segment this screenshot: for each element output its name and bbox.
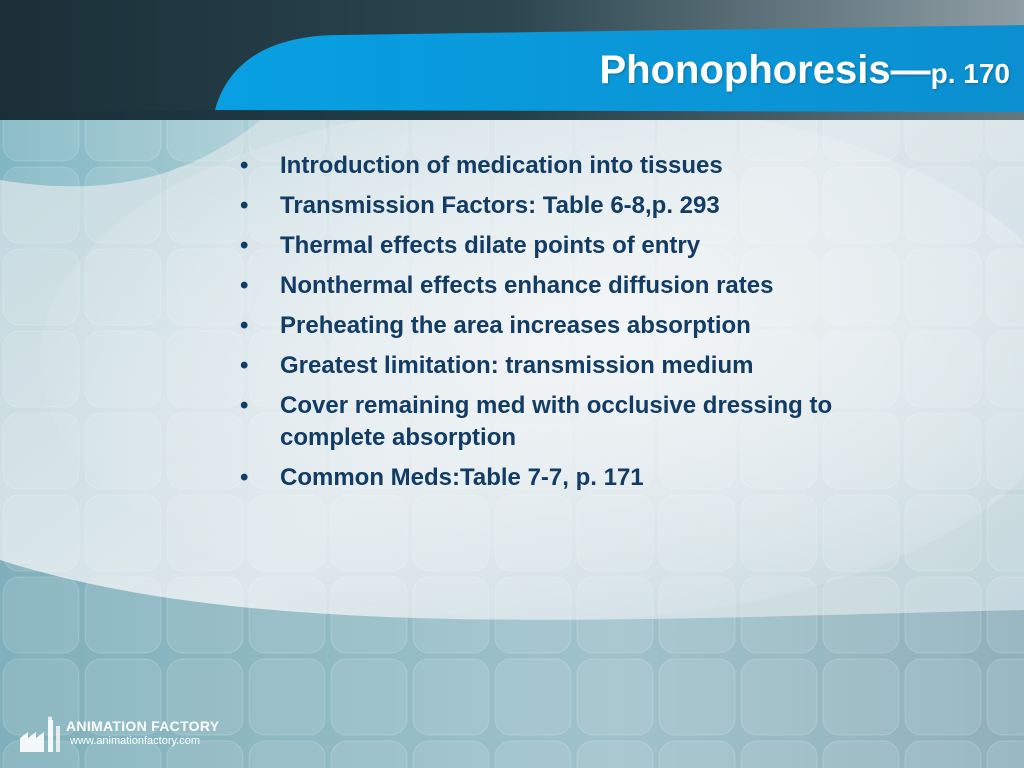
bullet-item <box>240 462 900 494</box>
bullet-marker: • <box>240 464 249 491</box>
bullet-marker: • <box>240 312 249 339</box>
factory-icon <box>18 716 64 754</box>
bullet-text: Thermal effects dilate points of entry <box>280 232 701 259</box>
bullet-item <box>240 230 900 262</box>
bullet-item <box>240 190 900 222</box>
bullet-item <box>240 350 900 382</box>
bullet-marker: • <box>240 352 249 379</box>
bullet-text: Cover remaining med with occlusive dressing to complete absorption <box>280 392 833 451</box>
bullet-marker: • <box>240 392 249 419</box>
bullet-text: Common Meds:Table 7-7, p. 171 <box>280 464 644 491</box>
bullet-text: Introduction of medication into tissues <box>280 152 723 179</box>
bullet-text: Nonthermal effects enhance diffusion rates <box>280 272 774 299</box>
bullet-marker: • <box>240 232 249 259</box>
bullet-item <box>240 310 900 342</box>
title-main: Phonophoresis— <box>599 48 931 92</box>
bullet-list <box>240 150 900 502</box>
bullet-marker: • <box>240 152 249 179</box>
slide-title <box>599 40 1010 100</box>
bullet-item <box>240 150 900 182</box>
title-page-reference: p. 170 <box>930 58 1010 89</box>
bullet-text: Preheating the area increases absorption <box>280 312 751 339</box>
bullet-marker: • <box>240 272 249 299</box>
bullet-item <box>240 270 900 302</box>
bullet-text: Transmission Factors: Table 6-8,p. 293 <box>280 192 720 219</box>
logo-name: ANIMATION FACTORY <box>66 718 220 734</box>
logo-url: www.animationfactory.com <box>70 735 201 747</box>
animation-factory-logo <box>18 712 238 756</box>
bullet-text: Greatest limitation: transmission medium <box>280 352 754 379</box>
bullet-item <box>240 390 900 454</box>
bullet-marker: • <box>240 192 249 219</box>
